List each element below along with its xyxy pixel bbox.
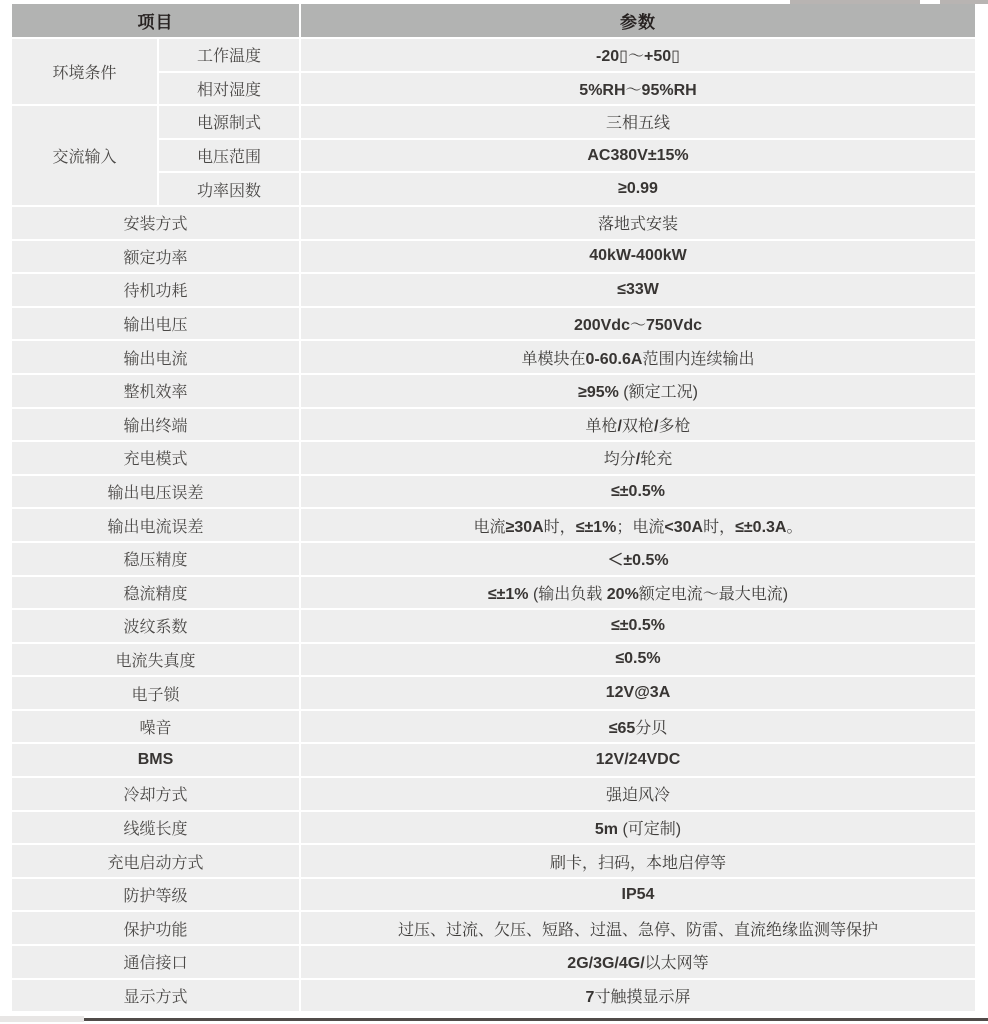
spec-label-cell: 充电模式 xyxy=(12,442,299,474)
spec-group-cell: 交流输入 xyxy=(12,106,157,205)
spec-label-cell: 功率因数 xyxy=(159,173,299,205)
spec-value-cell: 7寸触摸显示屏 xyxy=(301,980,975,1012)
spec-row xyxy=(12,946,975,978)
spec-table xyxy=(10,2,977,1013)
spec-row xyxy=(12,912,975,944)
spec-value-cell: 单枪/双枪/多枪 xyxy=(301,409,975,441)
spec-label-cell: 额定功率 xyxy=(12,241,299,273)
spec-value-cell: ＜±0.5% xyxy=(301,543,975,575)
spec-label-cell: 整机效率 xyxy=(12,375,299,407)
spec-value-cell: 5%RH～95%RH xyxy=(301,73,975,105)
spec-label-cell: 电源制式 xyxy=(159,106,299,138)
spec-label-cell: 工作温度 xyxy=(159,39,299,71)
spec-label-cell: 安装方式 xyxy=(12,207,299,239)
spec-value-cell: 刷卡，扫码，本地启停等 xyxy=(301,845,975,877)
spec-label-cell: 电子锁 xyxy=(12,677,299,709)
spec-value-cell: ≤±0.5% xyxy=(301,610,975,642)
bottom-divider-line xyxy=(84,1018,988,1021)
spec-label-cell: 稳压精度 xyxy=(12,543,299,575)
spec-row xyxy=(12,711,975,743)
spec-row xyxy=(12,980,975,1012)
spec-row xyxy=(12,476,975,508)
spec-row xyxy=(12,879,975,911)
spec-value-cell: ≤±1% (输出负载 20%额定电流～最大电流) xyxy=(301,577,975,609)
spec-row xyxy=(12,409,975,441)
spec-value-cell: ≤65分贝 xyxy=(301,711,975,743)
spec-value-cell: AC380V±15% xyxy=(301,140,975,172)
spec-label-cell: 显示方式 xyxy=(12,980,299,1012)
spec-label-cell: 电压范围 xyxy=(159,140,299,172)
spec-row xyxy=(12,442,975,474)
spec-value-cell: 40kW-400kW xyxy=(301,241,975,273)
spec-value-cell: 12V@3A xyxy=(301,677,975,709)
spec-row xyxy=(12,308,975,340)
spec-label-cell: BMS xyxy=(12,744,299,776)
spec-row xyxy=(12,610,975,642)
header-param-column: 参数 xyxy=(301,4,975,37)
spec-value-cell: 电流≥30A时，≤±1%；电流<30A时，≤±0.3A。 xyxy=(301,509,975,541)
spec-value-cell: ≤0.5% xyxy=(301,644,975,676)
spec-row xyxy=(12,778,975,810)
spec-row xyxy=(12,577,975,609)
spec-label-cell: 待机功耗 xyxy=(12,274,299,306)
spec-label-cell: 输出终端 xyxy=(12,409,299,441)
spec-label-cell: 噪音 xyxy=(12,711,299,743)
spec-label-cell: 输出电流 xyxy=(12,341,299,373)
spec-row xyxy=(12,644,975,676)
spec-value-cell: IP54 xyxy=(301,879,975,911)
spec-value-cell: 过压、过流、欠压、短路、过温、急停、防雷、直流绝缘监测等保护 xyxy=(301,912,975,944)
spec-label-cell: 电流失真度 xyxy=(12,644,299,676)
spec-value-cell: 5m (可定制) xyxy=(301,812,975,844)
spec-value-cell: 单模块在0-60.6A范围内连续输出 xyxy=(301,341,975,373)
spec-value-cell: 200Vdc～750Vdc xyxy=(301,308,975,340)
spec-value-cell: 12V/24VDC xyxy=(301,744,975,776)
spec-group-cell: 环境条件 xyxy=(12,39,157,104)
spec-row xyxy=(12,845,975,877)
spec-value-cell: 2G/3G/4G/以太网等 xyxy=(301,946,975,978)
spec-row xyxy=(12,677,975,709)
spec-label-cell: 充电启动方式 xyxy=(12,845,299,877)
spec-header-row xyxy=(12,4,975,37)
spec-row xyxy=(12,207,975,239)
spec-label-cell: 输出电压 xyxy=(12,308,299,340)
spec-row xyxy=(12,274,975,306)
spec-value-cell: 三相五线 xyxy=(301,106,975,138)
spec-label-cell: 线缆长度 xyxy=(12,812,299,844)
spec-row xyxy=(12,543,975,575)
spec-value-cell: ≤33W xyxy=(301,274,975,306)
spec-label-cell: 稳流精度 xyxy=(12,577,299,609)
spec-label-cell: 输出电流误差 xyxy=(12,509,299,541)
spec-value-cell: 强迫风冷 xyxy=(301,778,975,810)
spec-value-cell: ≤±0.5% xyxy=(301,476,975,508)
bottom-cropped-strip xyxy=(0,1016,84,1022)
spec-label-cell: 输出电压误差 xyxy=(12,476,299,508)
spec-row xyxy=(12,106,975,138)
spec-row xyxy=(12,39,975,71)
spec-label-cell: 保护功能 xyxy=(12,912,299,944)
spec-label-cell: 波纹系数 xyxy=(12,610,299,642)
spec-row xyxy=(12,509,975,541)
spec-value-cell: ≥95% (额定工况) xyxy=(301,375,975,407)
spec-value-cell: 均分/轮充 xyxy=(301,442,975,474)
spec-label-cell: 冷却方式 xyxy=(12,778,299,810)
spec-value-cell: -20▯～+50▯ xyxy=(301,39,975,71)
spec-row xyxy=(12,341,975,373)
spec-row xyxy=(12,812,975,844)
spec-row xyxy=(12,375,975,407)
spec-row xyxy=(12,241,975,273)
spec-value-cell: 落地式安装 xyxy=(301,207,975,239)
spec-label-cell: 相对湿度 xyxy=(159,73,299,105)
header-item-column: 项目 xyxy=(12,4,299,37)
spec-label-cell: 通信接口 xyxy=(12,946,299,978)
spec-table-body xyxy=(12,39,975,1011)
spec-value-cell: ≥0.99 xyxy=(301,173,975,205)
spec-label-cell: 防护等级 xyxy=(12,879,299,911)
spec-row xyxy=(12,744,975,776)
